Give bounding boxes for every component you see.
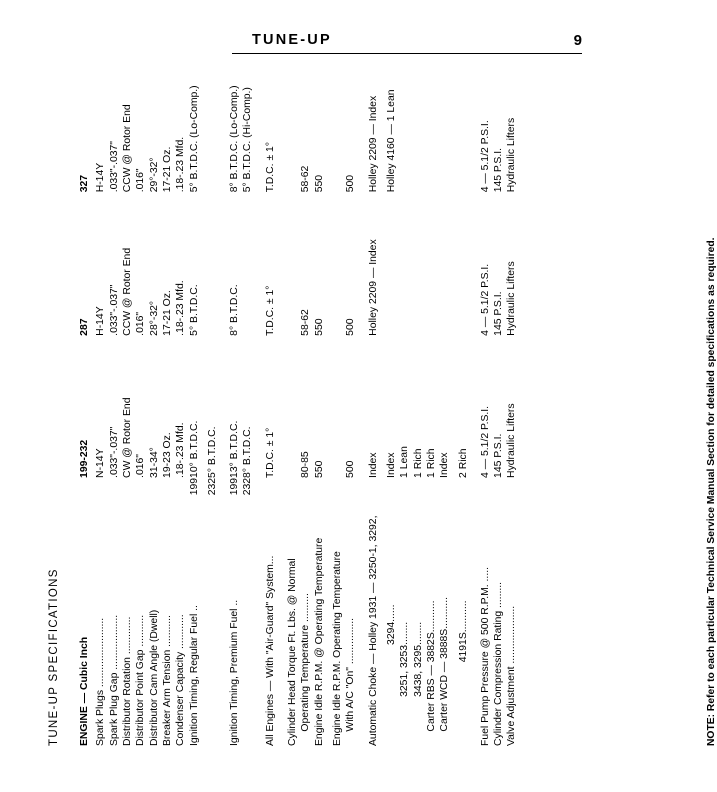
row-sublabel <box>367 478 380 511</box>
row-value-3: Hydraulic Lifters <box>506 117 518 193</box>
row-sublabel <box>148 478 161 511</box>
page-title: TUNE-UP <box>252 32 332 48</box>
row-value-3: 8° B.T.D.C. (Lo-Comp.) <box>229 85 241 193</box>
table-row <box>286 46 299 746</box>
row-label: Engine Idle R.P.M. Operating Temperature <box>332 551 343 746</box>
row-value-3 <box>425 46 438 192</box>
row-value-1: Index <box>367 452 379 478</box>
table-row <box>148 46 161 746</box>
row-value-3: 327 <box>79 174 90 193</box>
row-value-3: 29°-32° <box>148 157 160 193</box>
table-row <box>174 46 187 746</box>
row-value-2 <box>412 192 425 336</box>
row-value-2: 550 <box>313 318 325 336</box>
row-value-3: 500 <box>345 174 357 193</box>
row-value-1: 5° B.T.D.C. <box>206 426 218 478</box>
row-value-3 <box>412 46 425 192</box>
row-sublabel: 232 <box>242 477 254 496</box>
row-value-3 <box>438 46 451 192</box>
row-sublabel <box>505 478 518 511</box>
row-value-2: 5° B.T.D.C. <box>188 284 200 336</box>
row-sublabel <box>264 478 277 511</box>
row-label: 3294...... <box>385 604 397 746</box>
row-sublabel <box>398 478 411 511</box>
row-spacer <box>470 46 479 746</box>
row-value-2: .016" <box>135 311 147 336</box>
row-sublabel <box>121 478 134 511</box>
table-row <box>161 46 174 746</box>
table-row <box>134 46 147 746</box>
row-value-1: Hydraulic Lifters <box>506 403 518 478</box>
row-label: Ignition Timing, Premium Fuel .. <box>229 599 241 746</box>
row-value-1: 4 — 5.1/2 P.S.I. <box>479 405 491 478</box>
row-value-2 <box>425 192 438 336</box>
row-value-3: 58-62 <box>300 165 312 193</box>
row-value-3: T.D.C. ± 1° <box>264 142 276 193</box>
row-value-3: Holley 2209 — Index <box>367 95 379 193</box>
row-sublabel <box>313 478 326 511</box>
row-value-1: 1 Rich <box>412 448 424 478</box>
row-value-1: N-14Y <box>95 448 107 478</box>
row-label: Carter RBS — 3882S........... <box>425 600 437 746</box>
row-value-2: 500 <box>345 318 357 336</box>
row-sublabel: 232 <box>206 477 218 496</box>
row-sublabel <box>161 478 174 511</box>
row-sublabel <box>94 478 107 511</box>
row-value-3 <box>457 46 470 192</box>
table-row <box>398 46 411 746</box>
row-value-2 <box>398 192 411 336</box>
row-value-2: Hydraulic Lifters <box>506 261 518 336</box>
row-value-1: Index <box>439 452 451 478</box>
table-row <box>94 46 107 746</box>
row-value-1: .18-.23 Mfd. <box>175 422 187 478</box>
row-value-1: .016" <box>135 454 147 478</box>
row-label: Fuel Pump Pressure @ 500 R.P.M. ..... <box>479 567 491 746</box>
table-row <box>479 46 492 746</box>
row-value-1: 19-23 Oz. <box>161 432 173 478</box>
row-sublabel <box>108 478 121 511</box>
row-value-3: Holley 4160 — 1 Lean <box>385 89 397 193</box>
row-label: 3251, 3253........ <box>399 621 411 746</box>
row-value-2: 17-21 Oz. <box>161 290 173 336</box>
row-value-2 <box>286 192 299 336</box>
table-row <box>385 46 398 746</box>
table-row <box>425 46 438 746</box>
row-sublabel <box>78 478 94 511</box>
row-value-2 <box>206 192 219 336</box>
row-value-1: 10° B.T.D.C. <box>188 420 200 478</box>
row-value-2: 4 — 5.1/2 P.S.I. <box>479 263 491 336</box>
row-label: Breaker Arm Tension ........... <box>161 615 173 746</box>
row-value-3: .016" <box>135 168 147 193</box>
row-spacer <box>219 46 228 746</box>
row-label: Distributor Point Gap ........... <box>135 614 147 746</box>
row-value-2: 8° B.T.D.C. <box>229 284 241 336</box>
row-label: Ignition Timing, Regular Fuel .. <box>188 605 200 746</box>
table-row <box>188 46 201 746</box>
row-value-3: CCW @ Rotor End <box>121 104 133 193</box>
table-title: TUNE-UP SPECIFICATIONS <box>48 568 60 746</box>
row-label: All Engines — With "Air-Guard" System... <box>264 555 276 746</box>
row-label: Distributor Rotation ............. <box>121 616 133 746</box>
row-value-3: 145 P.S.I. <box>493 148 505 193</box>
row-sublabel <box>479 478 492 511</box>
row-value-1: 1 Lean <box>399 446 411 478</box>
row-value-1: CW @ Rotor End <box>121 397 133 478</box>
table-row <box>492 46 505 746</box>
table-row <box>438 46 451 746</box>
row-value-1 <box>331 336 344 478</box>
table-row <box>505 46 518 746</box>
row-value-2: Holley 2209 — Index <box>367 239 379 336</box>
row-label: Operating Temperature .......... <box>300 593 312 746</box>
row-label: Cylinder Head Torque Ft. Lbs. @ Normal <box>287 558 299 746</box>
row-spacer <box>358 46 367 746</box>
row-value-1: 13° B.T.D.C. <box>229 420 241 478</box>
row-value-1: 8° B.T.D.C. <box>242 426 254 478</box>
row-sublabel <box>134 478 147 511</box>
row-sublabel: 199 <box>188 477 200 496</box>
row-value-1: 80-85 <box>300 451 312 478</box>
row-label: Valve Adjustment .................... <box>506 605 518 746</box>
row-value-1 <box>286 336 299 478</box>
row-label: 3438, 3295........ <box>412 621 424 746</box>
row-label: Spark Plugs ........................ <box>95 617 107 746</box>
row-value-1: 145 P.S.I. <box>493 433 505 478</box>
row-sublabel <box>344 478 357 511</box>
row-label: ENGINE — Cubic Inch <box>79 636 90 746</box>
row-label: Distributor Cam Angle (Dwell) <box>148 609 160 746</box>
table-row <box>313 46 326 746</box>
row-value-2: .033"-.037" <box>108 284 120 336</box>
row-sublabel <box>385 478 398 511</box>
table-row <box>331 46 344 746</box>
table-row <box>299 46 312 746</box>
row-value-3: .18-.23 Mfd. <box>175 136 187 193</box>
row-value-2 <box>438 192 451 336</box>
row-value-1: 2 Rich <box>457 448 469 478</box>
table-row <box>78 46 94 746</box>
table-note: NOTE: Refer to each particular Technical Service Manual Section for detailed specifications as required. <box>706 237 717 746</box>
row-value-2: 287 <box>79 318 90 336</box>
row-value-3: H-14Y <box>95 162 107 193</box>
row-label: With A/C "On" ................ <box>345 617 357 746</box>
row-value-2 <box>241 192 254 336</box>
row-value-3 <box>398 46 411 192</box>
row-label: Condenser Capacity ............ <box>175 614 187 746</box>
row-value-1: 550 <box>313 460 325 478</box>
row-label: Automatic Choke — Holley 1931 — 3250-1, 3292, <box>367 515 379 746</box>
row-value-3: 5° B.T.D.C. (Lo-Comp.) <box>188 85 200 193</box>
row-value-2: T.D.C. ± 1° <box>264 285 276 336</box>
row-value-2: H-14Y <box>95 306 107 336</box>
table-row <box>457 46 470 746</box>
row-label: Spark Plug Gap ................... <box>108 614 120 746</box>
row-sublabel <box>286 478 299 511</box>
table-row <box>344 46 357 746</box>
row-value-1: 199-232 <box>79 439 90 478</box>
row-value-2: CCW @ Rotor End <box>121 247 133 336</box>
table-row <box>241 46 254 746</box>
row-value-1: 500 <box>345 460 357 478</box>
row-value-3: 17-21 Oz. <box>161 146 173 193</box>
row-value-2: 28°-32° <box>148 300 160 336</box>
row-value-1: T.D.C. ± 1° <box>264 427 276 478</box>
row-value-3: 4 — 5.1/2 P.S.I. <box>479 120 491 193</box>
row-value-2: 145 P.S.I. <box>493 291 505 336</box>
table-row <box>412 46 425 746</box>
row-spacer <box>277 46 286 746</box>
row-sublabel <box>425 478 438 511</box>
row-value-2 <box>385 192 398 336</box>
row-value-3 <box>286 46 299 192</box>
row-label: Engine Idle R.P.M. @ Operating Temperature <box>313 537 325 746</box>
row-sublabel: 199 <box>229 477 241 496</box>
row-value-3: 5° B.T.D.C. (Hi-Comp.) <box>242 87 254 193</box>
row-value-2 <box>457 192 470 336</box>
row-value-3 <box>331 46 344 192</box>
row-value-1: 31-34° <box>148 447 160 478</box>
row-label <box>206 510 219 746</box>
row-sublabel <box>331 478 344 511</box>
row-value-3: .033"-.037" <box>108 141 120 193</box>
table-row <box>108 46 121 746</box>
row-label <box>241 510 254 746</box>
row-sublabel <box>174 478 187 511</box>
table-row <box>121 46 134 746</box>
row-value-1: .033"-.037" <box>108 426 120 478</box>
row-spacer <box>255 46 264 746</box>
page-number: 9 <box>573 32 582 49</box>
row-value-2 <box>331 192 344 336</box>
tune-up-specifications-table <box>78 46 519 746</box>
table-row <box>206 46 219 746</box>
row-value-1: 1 Rich <box>425 448 437 478</box>
row-label: Carter WCD — 3888S........... <box>439 597 451 746</box>
row-value-1: Index <box>385 452 397 478</box>
row-value-2: 58-62 <box>300 309 312 336</box>
row-value-2: .18-.23 Mfd. <box>175 280 187 336</box>
row-label: Cylinder Compression Rating ......... <box>493 581 505 746</box>
row-sublabel <box>438 478 451 511</box>
row-value-3 <box>206 46 219 192</box>
table-row <box>367 46 380 746</box>
row-sublabel <box>492 478 505 511</box>
row-sublabel <box>457 478 470 511</box>
row-sublabel <box>299 478 312 511</box>
row-label: 4191S........... <box>457 600 469 746</box>
table-row <box>264 46 277 746</box>
table-row <box>228 46 241 746</box>
row-value-3: 550 <box>313 174 325 193</box>
row-sublabel <box>412 478 425 511</box>
